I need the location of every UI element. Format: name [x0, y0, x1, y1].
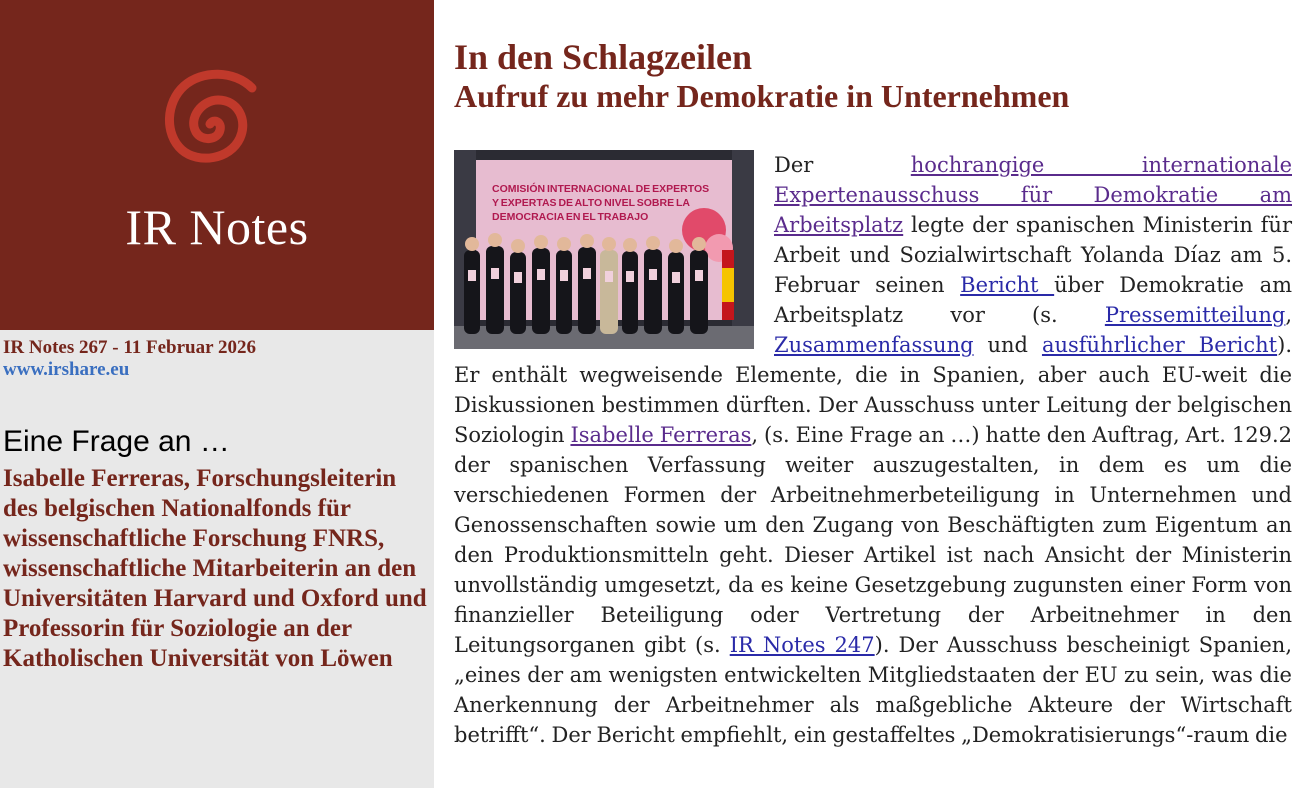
article-body [454, 150, 1292, 750]
full-report-link[interactable]: ausführlicher Bericht [1041, 333, 1278, 357]
press-photo [454, 150, 754, 349]
brand-header [0, 0, 434, 330]
brand-name: IR Notes [125, 199, 309, 255]
banner-line-3: DEMOCRACIA EN EL TRABAJO [492, 211, 649, 223]
article-text: Der [774, 153, 911, 177]
sidebar [0, 0, 434, 788]
press-release-link[interactable]: Pressemitteilung [1104, 303, 1286, 327]
main-content [454, 0, 1292, 788]
article-text: , (s. Eine Frage an …) hatte den Auftrag, Art. 129.2 der spanischen Verfassung weiter auszugestalten, in dem es um die verschiedenen Formen der Arbeitnehmerbeteiligung in Unternehmen und Genossenschaften sowie um den Zugang von Beschäftigten zum Eigentum an den Produktionsmitteln geht. Dieser Artikel ist nach Ansicht der Ministerin unvollständig umgesetzt, da es keine Gesetzgebung zugunsten einer Form von finanzieller Beteiligung oder Vertretung der Arbeitnehmer in den Leitungsorganen gibt (s. [454, 423, 1293, 657]
article-text: , [1285, 303, 1292, 327]
article-text: über Demokratie am Arbeitsplatz vor (s. [774, 273, 1293, 327]
banner-line-2: Y EXPERTAS DE ALTO NIVEL SOBRE LA [492, 197, 691, 209]
expert-committee-link[interactable]: hochrangige internationale Expertenausschuss für Demokratie am Arbeitsplatz [774, 153, 1292, 237]
report-link[interactable]: Bericht [960, 273, 1055, 297]
ir-notes-247-link[interactable]: IR Notes 247 [729, 633, 875, 657]
spiral-logo-icon [148, 62, 272, 186]
ferreras-link[interactable]: Isabelle Ferreras [570, 423, 752, 447]
article-text: ). Er enthält wegweisende Elemente, die in Spanien, aber auch EU-weit die Diskussionen bestimmen dürften. Der Ausschuss unter Leitung der belgischen Soziologin [454, 333, 1292, 447]
article-text: und [973, 333, 1042, 357]
article-text: legte der spanischen Ministerin für Arbeit und Sozialwirtschaft Yolanda Díaz am 5. Februar seinen [774, 213, 1292, 297]
banner-line-1: COMISIÓN INTERNACIONAL DE EXPERTOS [492, 183, 710, 195]
question-person[interactable]: Isabelle Ferreras, Forschungsleiterin des belgischen Nationalfonds für wissenschaftliche Forschung FNRS, wissenschaftliche Mitarbeiterin an den Universitäten Harvard und Oxford und Professorin für Soziologie an der Katholischen Universität von Löwen [3, 465, 427, 672]
issue-line: IR Notes 267 - 11 Februar 2026 [3, 337, 256, 358]
summary-link[interactable]: Zusammenfassung [774, 333, 974, 357]
headline: In den Schlagzeilen [454, 37, 753, 77]
site-link[interactable]: www.irshare.eu [3, 359, 130, 380]
question-heading: Eine Frage an … [3, 425, 230, 458]
subheadline: Aufruf zu mehr Demokratie in Unternehmen [454, 78, 1070, 114]
article-text: ). Der Ausschuss bescheinigt Spanien, „eines der am wenigsten entwickelten Mitgliedstaaten der EU zu sein, was die Anerkennung der Arbeitnehmer als maßgebliche Akteure der Wirtschaft betrifft“. Der Bericht empfiehlt, ein gestaffeltes „Demokratisierungs“-raum die [454, 633, 1293, 747]
